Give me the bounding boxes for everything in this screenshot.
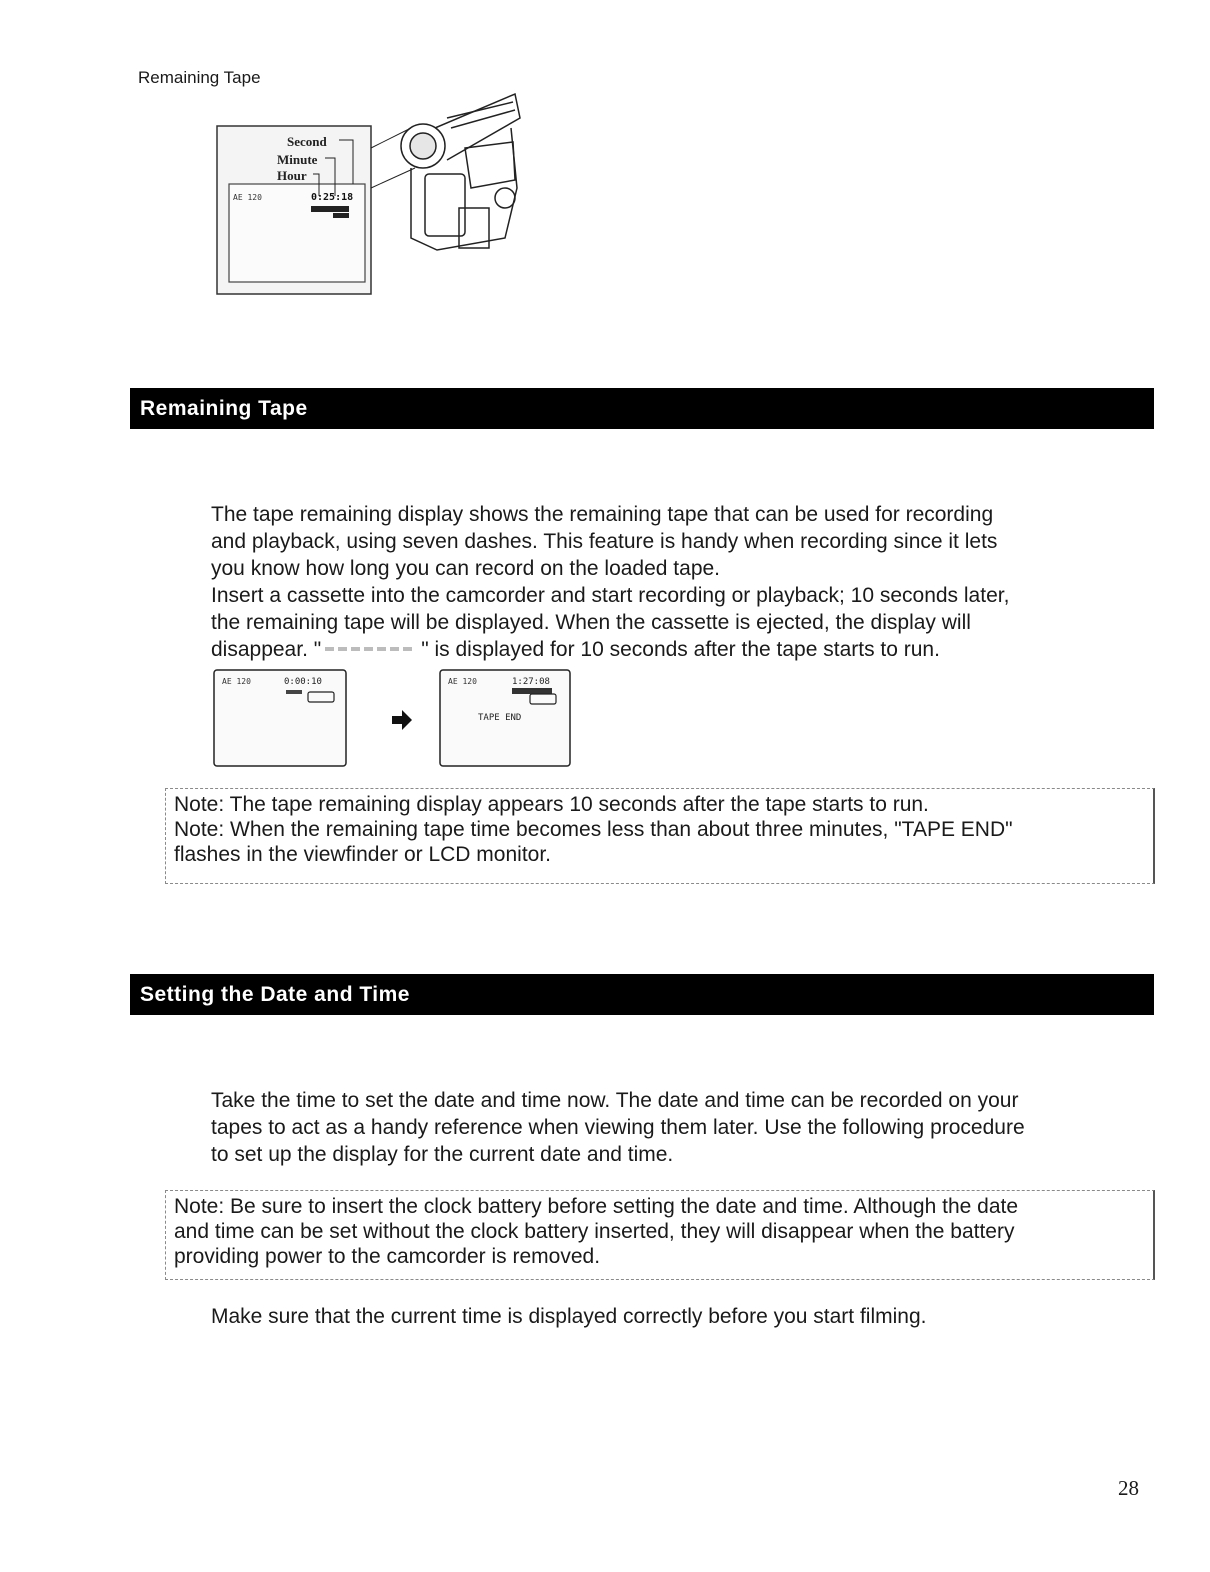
paragraph-line: Insert a cassette into the camcorder and start recording or playback; 10 seconds later,: [211, 584, 1010, 607]
section-header-date-time: Setting the Date and Time: [130, 974, 1154, 1015]
paragraph-line: tapes to act as a handy reference when viewing them later. Use the following procedure: [211, 1116, 1025, 1139]
note-line: Note: When the remaining tape time becomes less than about three minutes, "TAPE END": [174, 818, 1013, 841]
paragraph-line: the remaining tape will be displayed. When the cassette is ejected, the display will: [211, 611, 971, 634]
label-minute: Minute: [277, 152, 318, 167]
text-before-glyph: disappear. ": [211, 638, 322, 661]
paragraph-line: you know how long you can record on the loaded tape.: [211, 557, 721, 580]
note-box-clock-battery: [165, 1190, 1155, 1280]
label-second: Second: [287, 134, 327, 149]
note-line: flashes in the viewfinder or LCD monitor.: [174, 843, 552, 866]
note-line: and time can be set without the clock battery inserted, they will disappear when the battery: [174, 1220, 1015, 1243]
note-line: Note: The tape remaining display appears 10 seconds after the tape starts to run.: [174, 793, 929, 816]
left-screen-time: 0:00:10: [284, 677, 322, 687]
note-line: Note: Be sure to insert the clock battery before setting the date and time. Although the date: [174, 1195, 1019, 1218]
label-hour: Hour: [277, 168, 307, 183]
remaining-tape-description: [211, 501, 1151, 663]
figure-caption: Remaining Tape: [138, 68, 261, 87]
closing-instruction: Make sure that the current time is displayed correctly before you start filming.: [211, 1305, 927, 1328]
date-time-description: [211, 1087, 1151, 1168]
note-box-remaining-tape: [165, 788, 1155, 884]
screen-time-readout: 0:25:18: [311, 192, 354, 203]
text-after-glyph: " is displayed for 10 seconds after the tape starts to run.: [421, 638, 940, 661]
camcorder-viewfinder-illustration: [215, 88, 525, 298]
tape-end-warning: TAPE END: [478, 713, 522, 723]
arrow-right-icon: [392, 710, 412, 730]
page-number: 28: [1118, 1476, 1139, 1500]
note-line: providing power to the camcorder is removed.: [174, 1245, 601, 1268]
section-header-remaining-tape: Remaining Tape: [130, 388, 1154, 429]
left-screen-ae: AE 120: [222, 677, 251, 686]
paragraph-line: to set up the display for the current date and time.: [211, 1143, 674, 1166]
right-screen-ae: AE 120: [448, 677, 477, 686]
paragraph-line: and playback, using seven dashes. This feature is handy when recording since it lets: [211, 530, 998, 553]
right-screen-time: 1:27:08: [512, 677, 550, 687]
paragraph-line: Take the time to set the date and time now. The date and time can be recorded on your: [211, 1089, 1019, 1112]
seven-dashes-glyph: [321, 639, 421, 659]
screen-ae-readout: AE 120: [233, 193, 262, 202]
paragraph-line: The tape remaining display shows the remaining tape that can be used for recording: [211, 503, 994, 526]
tape-display-sequence-illustration: [212, 668, 574, 772]
paragraph-line-with-glyph: [211, 636, 1151, 663]
